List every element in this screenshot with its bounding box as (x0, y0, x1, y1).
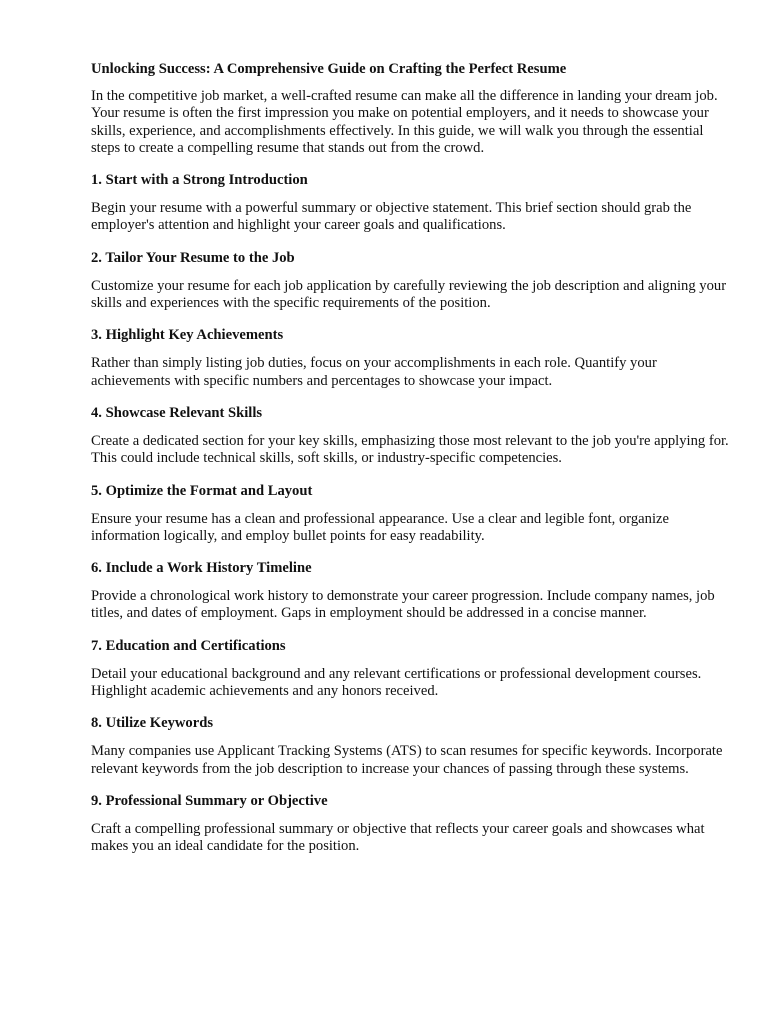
section-7 (91, 637, 731, 701)
section-5 (91, 482, 731, 546)
section-heading: 3. Highlight Key Achievements (91, 327, 284, 344)
section-1 (91, 171, 731, 235)
section-heading: 6. Include a Work History Timeline (91, 560, 312, 577)
section-8 (91, 714, 731, 778)
section-heading: 5. Optimize the Format and Layout (91, 482, 313, 499)
document-page (91, 60, 731, 870)
section-paragraph: Begin your resume with a powerful summary or objective statement. This brief section should grab the employer's attention and highlight your career goals and qualifications. (91, 200, 692, 234)
section-heading: 9. Professional Summary or Objective (91, 792, 328, 809)
section-heading: 8. Utilize Keywords (91, 715, 213, 732)
section-2 (91, 249, 731, 313)
section-9 (91, 792, 731, 856)
section-paragraph: Many companies use Applicant Tracking Systems (ATS) to scan resumes for specific keywords. Incorporate relevant keywords from the job description to increase your chances of passing through these systems. (91, 743, 723, 777)
section-heading: 4. Showcase Relevant Skills (91, 404, 263, 421)
section-paragraph: Detail your educational background and any relevant certifications or professional development courses. Highlight academic achievements and any honors received. (91, 665, 702, 700)
section-paragraph: Craft a compelling professional summary or objective that reflects your career goals and showcases what makes you an ideal candidate for the position. (91, 820, 705, 855)
section-paragraph: Create a dedicated section for your key skills, emphasizing those most relevant to the job you're applying for. This could include technical skills, soft skills, or industry-specific competencies. (91, 432, 729, 467)
section-4 (91, 404, 731, 468)
section-paragraph: Provide a chronological work history to demonstrate your career progression. Include company names, job titles, and dates of employment. Gaps in employment should be addressed in a concise manner. (91, 588, 715, 622)
section-heading: 7. Education and Certifications (91, 637, 286, 654)
section-paragraph: Rather than simply listing job duties, focus on your accomplishments in each role. Quantify your achievements with specific numbers and percentages to showcase your impact. (91, 355, 657, 389)
section-3 (91, 326, 731, 390)
document-title: Unlocking Success: A Comprehensive Guide on Crafting the Perfect Resume (91, 61, 567, 77)
section-heading: 1. Start with a Strong Introduction (91, 172, 308, 189)
section-paragraph: Ensure your resume has a clean and professional appearance. Use a clear and legible font, organize information logically, and employ bullet points for easy readability. (91, 510, 669, 544)
intro-paragraph: In the competitive job market, a well-crafted resume can make all the difference in landing your dream job. Your resume is often the first impression you make on potential employers, and it needs to showcase your skills, experience, and accomplishments effectively. In this guide, we will walk you through the essential steps to create a compelling resume that stands out from the crowd. (91, 88, 718, 156)
section-paragraph: Customize your resume for each job application by carefully reviewing the job description and aligning your skills and experiences with the specific requirements of the position. (91, 277, 727, 312)
section-6 (91, 559, 731, 623)
section-heading: 2. Tailor Your Resume to the Job (91, 249, 295, 266)
